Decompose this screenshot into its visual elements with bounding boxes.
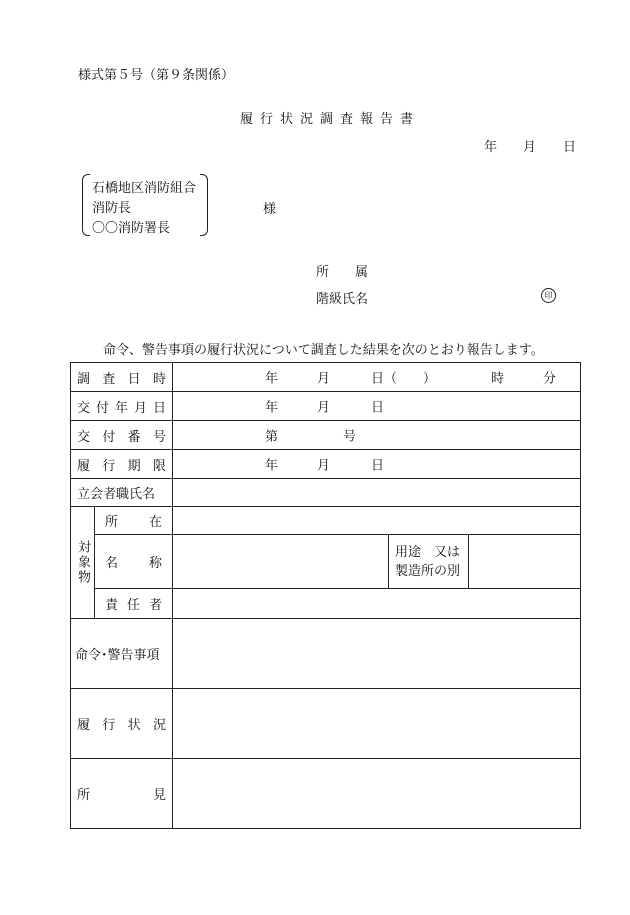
label-char: 況 xyxy=(152,718,166,733)
label-char: 任 xyxy=(126,598,140,613)
label-char: 在 xyxy=(148,515,162,530)
table-row xyxy=(71,759,581,829)
deadline-label xyxy=(71,450,173,479)
table-row xyxy=(71,363,581,392)
table-row xyxy=(71,535,581,589)
month-unit: 月 xyxy=(317,458,331,474)
table-row xyxy=(71,479,581,507)
month-unit: 月 xyxy=(317,400,331,416)
addressee-line: 消防長 xyxy=(92,201,132,216)
day-unit: 日 xyxy=(371,400,385,416)
label-char: 期 xyxy=(127,458,141,474)
bracket-right xyxy=(200,174,208,236)
label-char: 月 xyxy=(133,400,147,416)
orders-label: 命令･警告事項 xyxy=(71,619,173,689)
usage-field[interactable] xyxy=(469,535,581,589)
year-unit: 年 xyxy=(265,371,279,387)
addressee-line: 石橋地区消防組合 xyxy=(92,181,197,196)
label-char: 状 xyxy=(127,718,141,733)
opinion-field[interactable] xyxy=(173,759,581,829)
day-unit: 日（ ） xyxy=(371,371,437,387)
label-char: 日 xyxy=(127,371,141,387)
label-char: 番 xyxy=(127,429,141,445)
label-char: 時 xyxy=(152,371,166,387)
table-row xyxy=(71,689,581,759)
usage-label-line: 製造所の別 xyxy=(395,563,461,579)
hour-unit: 時 xyxy=(491,371,505,387)
affiliation-label: 所 属 xyxy=(316,265,369,280)
label-char: 所 xyxy=(77,788,91,803)
day-unit: 日 xyxy=(371,458,385,474)
table-row xyxy=(71,392,581,421)
minute-unit: 分 xyxy=(543,371,557,387)
label-char: 行 xyxy=(102,718,116,733)
target-name-label xyxy=(95,535,173,589)
issue-number-label xyxy=(71,421,173,450)
label-char: 見 xyxy=(152,788,166,803)
label-char: 者 xyxy=(148,598,162,613)
table-row xyxy=(71,507,581,535)
rank-name-label: 階級氏名 xyxy=(316,292,369,307)
opinion-label xyxy=(71,759,173,829)
bracket-left xyxy=(82,174,90,236)
usage-label-line: 用途 又は xyxy=(395,544,461,560)
witness-label: 立会者職氏名 xyxy=(71,479,173,507)
survey-datetime-field[interactable] xyxy=(173,363,581,392)
addressee-honorific: 様 xyxy=(263,202,277,217)
label-char: 履 xyxy=(77,458,91,474)
label-char: 行 xyxy=(102,458,116,474)
label-char: 付 xyxy=(102,429,116,445)
target-location-field[interactable] xyxy=(173,507,581,535)
intro-text: 命令、警告事項の履行状況について調査した結果を次のとおり報告します。 xyxy=(103,343,544,358)
table-row xyxy=(71,589,581,619)
label-char: 査 xyxy=(102,371,116,387)
label-char: 履 xyxy=(77,718,91,733)
form-number: 様式第５号（第９条関係） xyxy=(78,68,235,83)
label-char: 責 xyxy=(105,598,119,613)
target-group-label: 対象物 xyxy=(71,507,95,619)
orders-field[interactable] xyxy=(173,619,581,689)
table-row xyxy=(71,421,581,450)
deadline-field[interactable] xyxy=(173,450,581,479)
label-char: 交 xyxy=(77,429,91,445)
label-char: 限 xyxy=(152,458,166,474)
status-label xyxy=(71,689,173,759)
addressee-box xyxy=(82,174,208,236)
label-char: 所 xyxy=(105,515,119,530)
date-day-label: 日 xyxy=(563,140,577,155)
report-table xyxy=(70,362,581,829)
label-char: 付 xyxy=(95,400,109,416)
issue-date-label xyxy=(71,392,173,421)
label-char: 日 xyxy=(152,400,166,416)
page-title: 履行状況調査報告書 xyxy=(240,112,421,127)
label-char: 号 xyxy=(152,429,166,445)
target-name-field[interactable] xyxy=(173,535,389,589)
target-responsible-field[interactable] xyxy=(173,589,581,619)
table-row xyxy=(71,619,581,689)
year-unit: 年 xyxy=(265,400,279,416)
label-char: 調 xyxy=(77,371,91,387)
label-char: 名 xyxy=(105,556,119,571)
usage-label xyxy=(389,535,469,589)
seal-icon: 印 xyxy=(541,288,556,303)
witness-field[interactable] xyxy=(173,479,581,507)
issue-date-field[interactable] xyxy=(173,392,581,421)
addressee-line: 〇〇消防署長 xyxy=(92,221,171,236)
date-month-label: 月 xyxy=(523,140,537,155)
status-field[interactable] xyxy=(173,689,581,759)
table-row xyxy=(71,450,581,479)
label-char: 称 xyxy=(148,556,162,571)
issue-number-field[interactable] xyxy=(173,421,581,450)
number-suffix: 号 xyxy=(343,429,357,445)
label-char: 交 xyxy=(77,400,91,416)
year-unit: 年 xyxy=(265,458,279,474)
month-unit: 月 xyxy=(317,371,331,387)
number-prefix: 第 xyxy=(265,429,279,445)
survey-datetime-label xyxy=(71,363,173,392)
target-responsible-label xyxy=(95,589,173,619)
date-year-label: 年 xyxy=(484,140,498,155)
target-location-label xyxy=(95,507,173,535)
label-char: 年 xyxy=(114,400,128,416)
